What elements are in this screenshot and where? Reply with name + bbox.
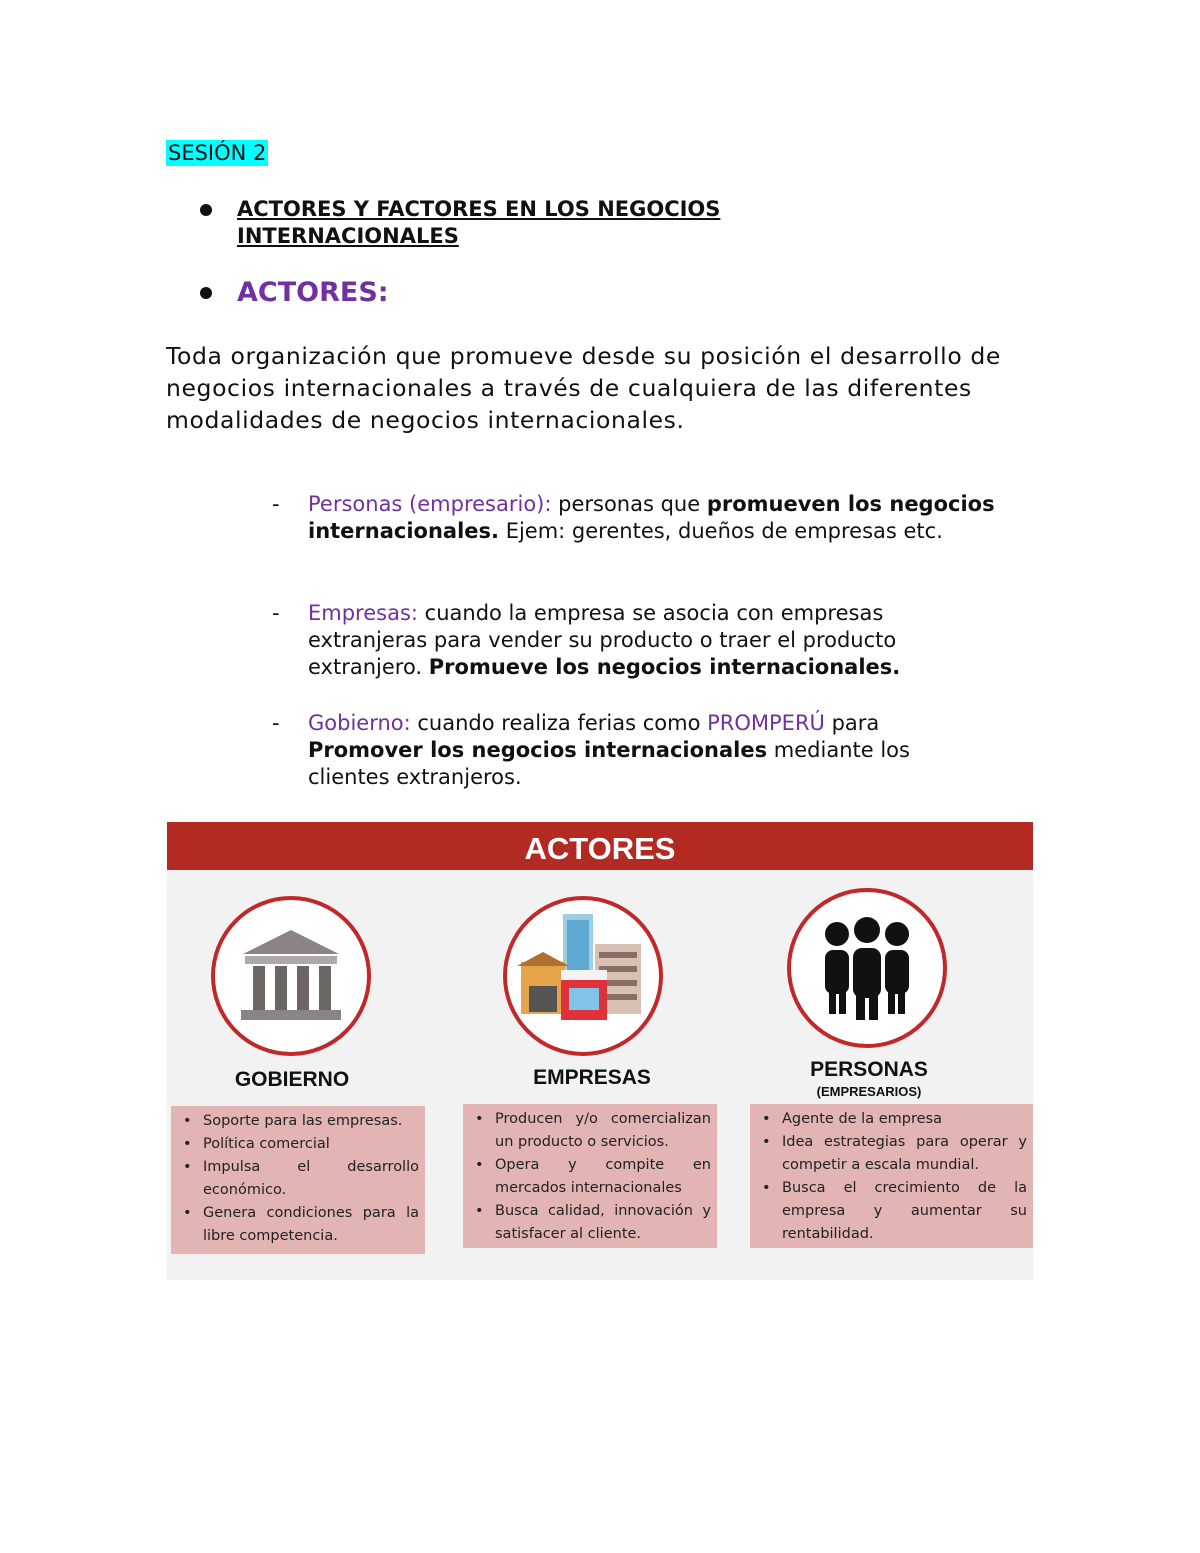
actor-gobierno: [308, 710, 998, 791]
actor-label: Gobierno:: [308, 711, 411, 735]
card-subtitle-personas: (EMPRESARIOS): [816, 1084, 922, 1099]
card-title-empresas: EMPRESAS: [533, 1066, 651, 1089]
list-item: • Busca calidad, innovación y satisfacer al cliente.: [471, 1200, 711, 1246]
gobierno-list-box: [171, 1106, 425, 1254]
people-group-icon: [787, 888, 947, 1048]
topic-heading: ACTORES Y FACTORES EN LOS NEGOCIOS INTERNACIONALES: [237, 197, 721, 248]
actor-bold-text: promueven los negocios internacionales.: [308, 492, 995, 543]
dash-marker: -: [272, 601, 280, 625]
session-label: SESIÓN 2: [168, 141, 267, 165]
infographic-title: ACTORES: [167, 822, 1033, 870]
actor-bold-text: Promover los negocios internacionales: [308, 738, 768, 762]
list-item: • Idea estrategias para operar y competir a escala mundial.: [758, 1131, 1027, 1177]
bullet-marker: [200, 204, 212, 216]
government-building-icon: [211, 896, 371, 1056]
dash-marker: -: [272, 711, 280, 735]
actor-text: personas que: [551, 492, 707, 516]
actores-infographic: [167, 822, 1033, 1280]
list-item: • Producen y/o comercializan un producto o servicios.: [471, 1108, 711, 1154]
bullet-marker: [200, 287, 212, 299]
list-item: • Impulsa el desarrollo económico.: [179, 1156, 419, 1202]
actor-text: Ejem: gerentes, dueños de empresas etc.: [499, 519, 943, 543]
card-title-personas: PERSONAS: [810, 1058, 928, 1081]
actor-label: Empresas:: [308, 601, 418, 625]
actor-text: cuando realiza ferias como: [410, 711, 708, 735]
personas-list-box: [750, 1104, 1033, 1248]
list-item: • Genera condiciones para la libre competencia.: [179, 1202, 419, 1248]
empresas-list-box: [463, 1104, 717, 1248]
list-item: • Opera y compite en mercados internacionales: [471, 1154, 711, 1200]
actor-text: cuando la empresa se asocia con empresas extranjeras para vender su producto o traer el producto extranjero.: [308, 601, 897, 679]
actor-personas: [308, 491, 998, 545]
actor-label: Personas (empresario):: [308, 492, 552, 516]
actor-text: mediante los clientes extranjeros.: [308, 738, 910, 789]
actor-empresas: [308, 600, 998, 681]
promperu-text: PROMPERÚ: [707, 711, 825, 735]
buildings-shops-icon: [503, 896, 663, 1056]
list-item: • Agente de la empresa: [758, 1108, 1027, 1131]
actor-bold-text: Promueve los negocios internacionales.: [428, 655, 901, 679]
list-item: • Busca el crecimiento de la empresa y aumentar su rentabilidad.: [758, 1177, 1027, 1246]
actor-text: para: [824, 711, 880, 735]
list-item: • Soporte para las empresas.: [179, 1110, 419, 1133]
dash-marker: -: [272, 492, 280, 516]
card-title-gobierno: GOBIERNO: [234, 1068, 350, 1091]
list-item: • Política comercial: [179, 1133, 419, 1156]
actores-heading: ACTORES:: [237, 277, 389, 308]
intro-paragraph: Toda organización que promueve desde su posición el desarrollo de negocios internacionales a través de cualquiera de las diferentes modalidades de negocios internacionales.: [166, 342, 1001, 434]
